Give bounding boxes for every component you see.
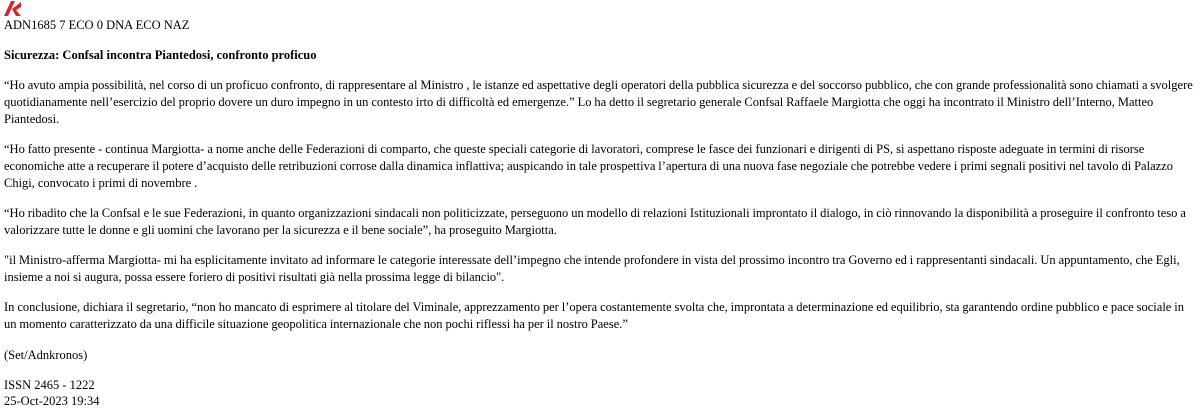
dispatch-code: ADN1685 7 ECO 0 DNA ECO NAZ — [4, 18, 190, 32]
paragraph-4: "il Ministro-afferma Margiotta- mi ha esplicitamente invitato ad informare le categorie interessate dell’impegno che intende profondere in vista del prossimo incontro tra Governo ed i rappresentanti sindacali. Un appuntamento, che Egli, insieme a noi si augura, possa essere foriero di positivi risultati già nella prossima legge di bilancio". — [4, 253, 1180, 284]
timestamp: 25-Oct-2023 19:34 — [4, 394, 100, 408]
paragraph-2: “Ho fatto presente - continua Margiotta- a nome anche delle Federazioni di comparto, che queste speciali categorie di lavoratori, comprese le fasce dei funzionari e dirigenti di PS, si aspettano risposte adeguate in termini di risorse economiche atte a recuperare il potere d’acquisto delle retribuzioni corrose dalla dinamica inflattiva; auspicando in tale prospettiva l’apertura di una nuova fase negoziale che potrebbe vedere i primi segnali positivi nel tavolo di Palazzo Chigi, convocato i primi di novembre . — [4, 142, 1173, 190]
paragraph-5: In conclusione, dichiara il segretario, “non ho mancato di esprimere al titolare del Viminale, apprezzamento per l’opera costantemente svolta che, improntata a determinazione ed equilibrio, sta garantendo ordine pubblico e pace sociale in un momento caratterizzato da una difficile situazione geopolitica internazionale che non pochi riflessi ha per il nostro Paese.” — [4, 300, 1185, 331]
paragraph-1: “Ho avuto ampia possibilità, nel corso di un proficuo confronto, di rappresentare al Ministro , le istanze ed aspettative degli operatori della pubblica sicurezza e del soccorso pubblico, che con grande professionalità sono chiamati a svolgere quotidianamente nell’esercizio del proprio dovere un duro impegno in un contesto irto di difficoltà ed emergenze.” Lo ha detto il segretario generale Confsal Raffaele Margiotta che oggi ha incontrato il Ministro dell’Interno, Matteo Piantedosi. — [4, 78, 1193, 126]
source-credit: (Set/Adnkronos) — [4, 348, 88, 362]
headline: Sicurezza: Confsal incontra Piantedosi, confronto proficuo — [4, 48, 317, 62]
issn-number: ISSN 2465 - 1222 — [4, 378, 95, 392]
adnkronos-logo-icon — [4, 1, 21, 16]
paragraph-3: “Ho ribadito che la Confsal e le sue Federazioni, in quanto organizzazioni sindacali non politicizzate, perseguono un modello di relazioni Istituzionali improntato il dialogo, in ciò rinnovando la disponibilità a proseguire il confronto teso a valorizzare tutte le donne e gli uomini che lavorano per la sicurezza e il bene sociale”, ha proseguito Margiotta. — [4, 206, 1186, 237]
